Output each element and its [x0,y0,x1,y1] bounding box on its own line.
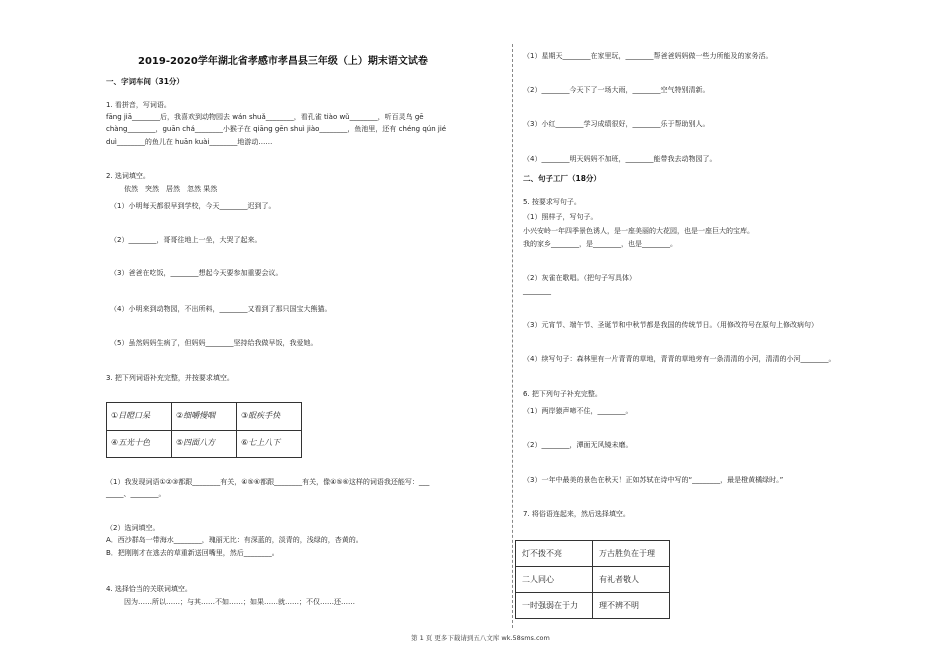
q5-example: 小兴安岭一年四季景色诱人，是一座美丽的大花园，也是一座巨大的宝库。 [523,227,754,235]
q4-sentence-4: （4）________明天妈妈不加班，________能带我去动物园了。 [523,155,717,163]
q5-sub-3: （3）元宵节、端午节、圣诞节和中秋节都是我国的传统节日。（用修改符号在原句上修改病句） [523,321,818,329]
table-row [516,541,670,567]
proverb-cell: 万古胜负在于理 [593,541,670,567]
q1-line-3: duì________的鱼儿在 huān kuài________地游动…… [106,138,273,146]
q4-sentence-2: （2）________今天下了一场大雨，________空气特别清新。 [523,86,710,94]
q2-sentence-5: （5）虽然妈妈生病了，但妈妈________坚持给我做早饭，我爱她。 [110,339,318,347]
q3-title: 3. 把下列词语补充完整，并按要求填空。 [106,374,234,382]
column-divider [512,44,513,628]
q5-answer-blank: ________ [523,287,551,295]
q3-option-a: A．西沙群岛一带海水________，瑰丽无比：有深蓝的，淡青的，浅绿的，杏黄的。 [106,536,363,544]
q1-line-2: chàng________，guān chá________小猴子在 qiāng gēn shuì jiào________，鱼池里，还有 chéng qún jié [106,125,447,133]
proverb-cell: 一时强弱在于力 [516,593,593,619]
q4-options: 因为……所以……；与其……不如……；如果……就……；不仅……还…… [124,598,355,606]
q6-title: 6. 把下列句子补充完整。 [523,390,602,398]
q2-title: 2. 选词填空。 [106,172,150,180]
idiom-cell-2: ②细嚼慢咽 [176,411,216,420]
idiom-cell-5: ⑤四面八方 [176,438,216,447]
section-2-heading: 二、句子工厂（18分） [523,174,601,183]
q6-sentence-2: （2）________，潭面无风镜未磨。 [523,441,633,449]
grid-line [107,430,301,431]
proverb-cell: 理不辨不明 [593,593,670,619]
idiom-cell-4: ④五光十色 [111,438,151,447]
q5-fill: 我的家乡________，是________，也是________。 [523,240,677,248]
q2-sentence-1: （1）小明每天都很早到学校，今天________迟到了。 [110,202,276,210]
q5-sub-2: （2）灰雀在歌唱。（把句子写具体） [523,274,636,282]
idiom-cell-6: ⑥七上八下 [241,438,281,447]
q4-sentence-1: （1）星期天________在家里玩，________帮爸爸妈妈做一些力所能及的家务活。 [523,52,773,60]
q5-title: 5. 按要求写句子。 [523,198,581,206]
page-title: 2019-2020学年湖北省孝感市孝昌县三年级（上）期末语文试卷 [138,56,428,67]
proverb-cell: 灯不拨不亮 [516,541,593,567]
q5-sub-1: （1）照样子，写句子。 [523,213,598,221]
idiom-cell-3: ③眼疾手快 [241,411,281,420]
idiom-cell-1: ①目瞪口呆 [111,411,151,420]
proverb-table [515,540,670,619]
q1-line-1: fāng jiā________后，我喜欢到动物园去 wán shuǎ________，看孔雀 tiào wǔ________，听百灵鸟 gē [106,113,424,121]
q5-sub-4: （4）续写句子：森林里有一片青青的草地，青青的草地旁有一条清清的小河，清清的小河________。 [523,355,836,363]
q3-sub-1b: _____、________。 [106,490,166,498]
page-footer: 第 1 页 更多下载请到五八文库 wk.58sms.com [411,634,550,642]
q7-title: 7. 将俗语连起来，然后选择填空。 [523,510,630,518]
q4-sentence-3: （3）小红________学习成绩很好，________乐于帮助别人。 [523,120,710,128]
table-row [516,567,670,593]
q2-word-bank: 依然 突然 居然 忽然 果然 [124,185,218,193]
q4-title: 4. 选择恰当的关联词填空。 [106,585,192,593]
section-1-heading: 一、字词车间（31分） [106,77,184,86]
q3-option-b: B．把刚刚才在逃去的草重新送回嘴里，然后________。 [106,549,279,557]
q3-sub-2: （2）选词填空。 [106,524,160,532]
q1-title: 1. 看拼音，写词语。 [106,101,171,109]
idiom-grid [106,402,302,458]
table-row [516,593,670,619]
q6-sentence-3: （3）一年中最美的景色在秋天！正如苏轼在诗中写的“________，最是橙黄橘绿时。” [523,476,784,484]
q6-sentence-1: （1）两岸猿声啼不住，________。 [523,407,633,415]
proverb-cell: 有礼者敬人 [593,567,670,593]
q2-sentence-2: （2）________，哥哥往地上一坐，大哭了起来。 [110,236,262,244]
proverb-cell: 二人同心 [516,567,593,593]
q2-sentence-3: （3）爸爸在吃饭，________想起今天要参加重要会议。 [110,269,283,277]
q3-sub-1a: （1）我发现词语①②③都跟________有关，④⑤⑥都跟________有关，像④⑤⑥这样的词语我还能写：___ [106,478,430,486]
q2-sentence-4: （4）小明来到动物园，不出所料，________又看到了那只国宝大熊猫。 [110,305,332,313]
